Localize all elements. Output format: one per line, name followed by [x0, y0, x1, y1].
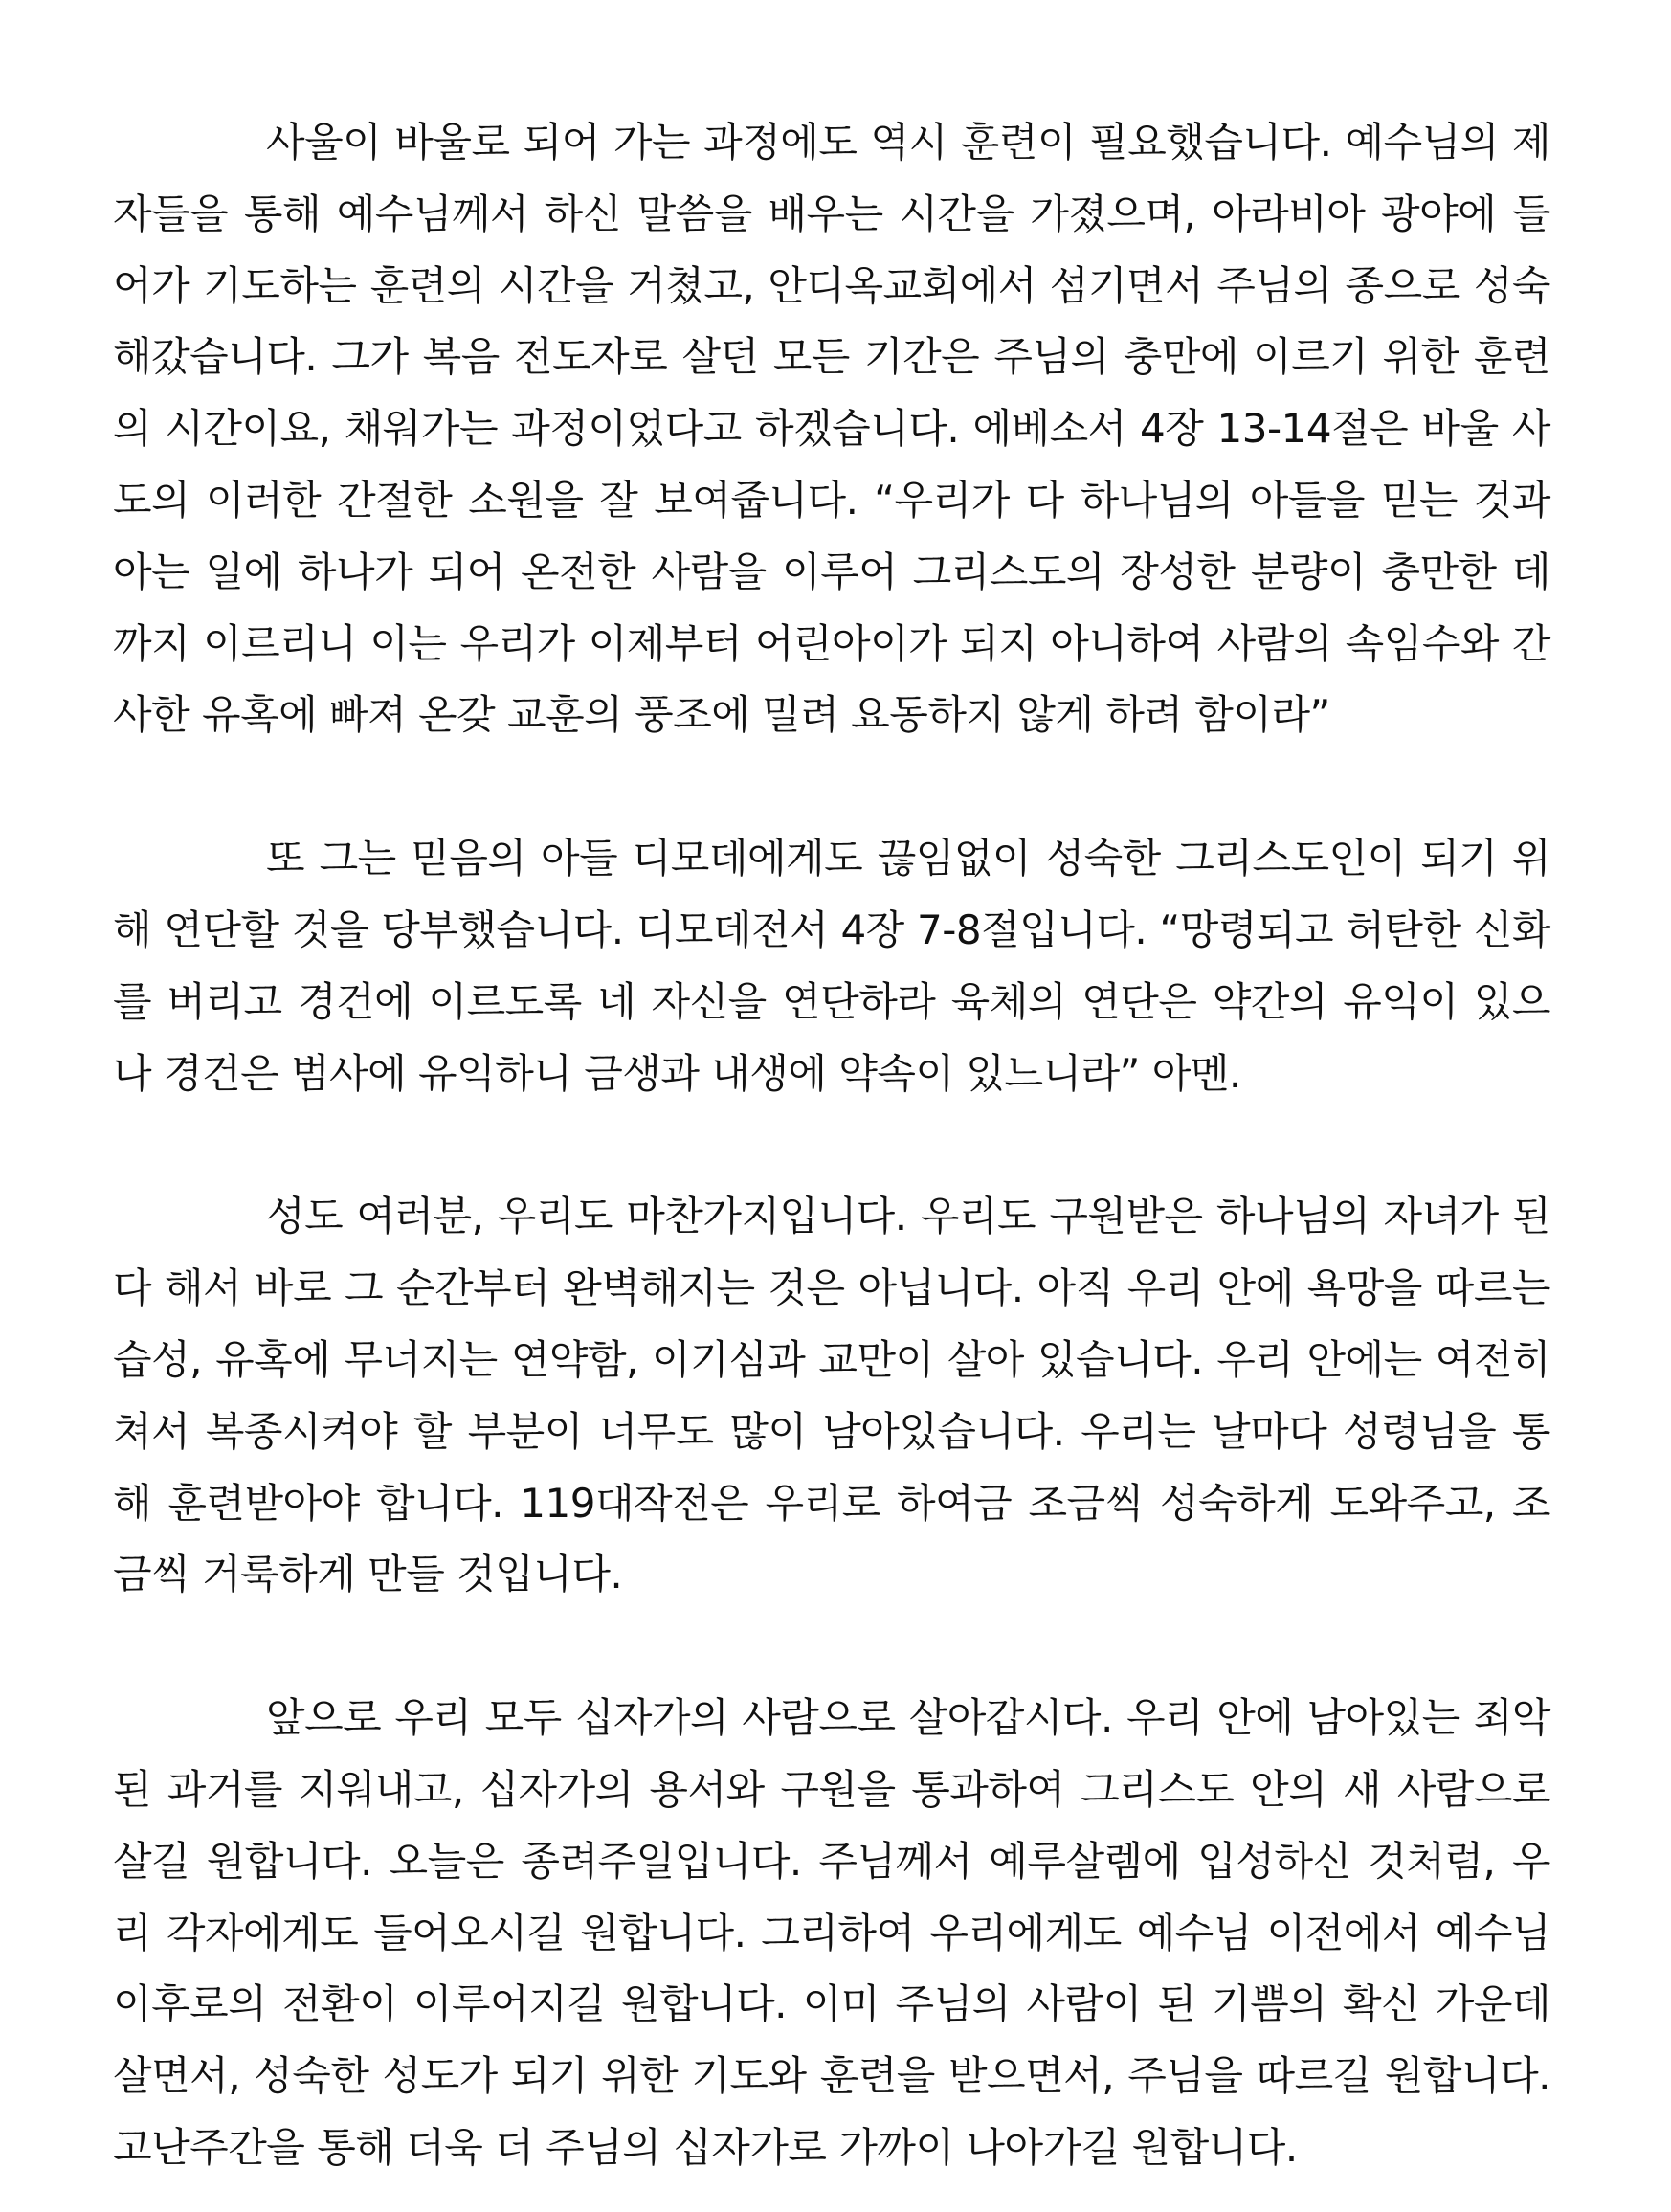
document-page — [113, 107, 1550, 2184]
paragraph-timothy-exhortation: 또 그는 믿음의 아들 디모데에게도 끊임없이 성숙한 그리스도인이 되기 위해 연단할 것을 당부했습니다. 디모데전서 4장 7-8절입니다. “망령되고 허탄한 신화를 버리고 경건에 이르도록 네 자신을 연단하라 육체의 연단은 약간의 유익이 있으나 경건은 범사에 유익하니 금생과 내생에 약속이 있느니라” 아멘. — [113, 835, 1550, 1097]
paragraph-people-of-the-cross: 앞으로 우리 모두 십자가의 사람으로 살아갑시다. 우리 안에 남아있는 죄악된 과거를 지워내고, 십자가의 용서와 구원을 통과하여 그리스도 안의 새 사람으로 살길 원합니다. 오늘은 종려주일입니다. 주님께서 예루살렘에 입성하신 것처럼, 우리 각자에게도 들어오시길 원합니다. 그리하여 우리에게도 예수님 이전에서 예수님 이후로의 전환이 이루어지길 원합니다. 이미 주님의 사람이 된 기쁨의 확신 가운데 살면서, 성숙한 성도가 되기 위한 기도와 훈련을 받으면서, 주님을 따르길 원합니다. 고난주간을 통해 더욱 더 주님의 십자가로 가까이 나아가길 원합니다. — [113, 1694, 1550, 2171]
paragraph-our-sanctification: 성도 여러분, 우리도 마찬가지입니다. 우리도 구원받은 하나님의 자녀가 된다 해서 바로 그 순간부터 완벽해지는 것은 아닙니다. 아직 우리 안에 욕망을 따르는 습성, 유혹에 무너지는 연약함, 이기심과 교만이 살아 있습니다. 우리 안에는 여전히 쳐서 복종시켜야 할 부분이 너무도 많이 남아있습니다. 우리는 날마다 성령님을 통해 훈련받아야 합니다. 119대작전은 우리로 하여금 조금씩 성숙하게 도와주고, 조금씩 거룩하게 만들 것입니다. — [113, 1193, 1550, 1598]
paragraph-training-of-paul: 사울이 바울로 되어 가는 과정에도 역시 훈련이 필요했습니다. 예수님의 제자들을 통해 예수님께서 하신 말씀을 배우는 시간을 가졌으며, 아라비아 광야에 들어가 기도하는 훈련의 시간을 거쳤고, 안디옥교회에서 섬기면서 주님의 종으로 성숙해갔습니다. 그가 복음 전도자로 살던 모든 기간은 주님의 충만에 이르기 위한 훈련의 시간이요, 채워가는 과정이었다고 하겠습니다. 에베소서 4장 13-14절은 바울 사도의 이러한 간절한 소원을 잘 보여줍니다. “우리가 다 하나님의 아들을 믿는 것과 아는 일에 하나가 되어 온전한 사람을 이루어 그리스도의 장성한 분량이 충만한 데까지 이르리니 이는 우리가 이제부터 어린아이가 되지 아니하여 사람의 속임수와 간사한 유혹에 빠져 온갖 교훈의 풍조에 밀려 요동하지 않게 하려 함이라” — [113, 119, 1550, 739]
